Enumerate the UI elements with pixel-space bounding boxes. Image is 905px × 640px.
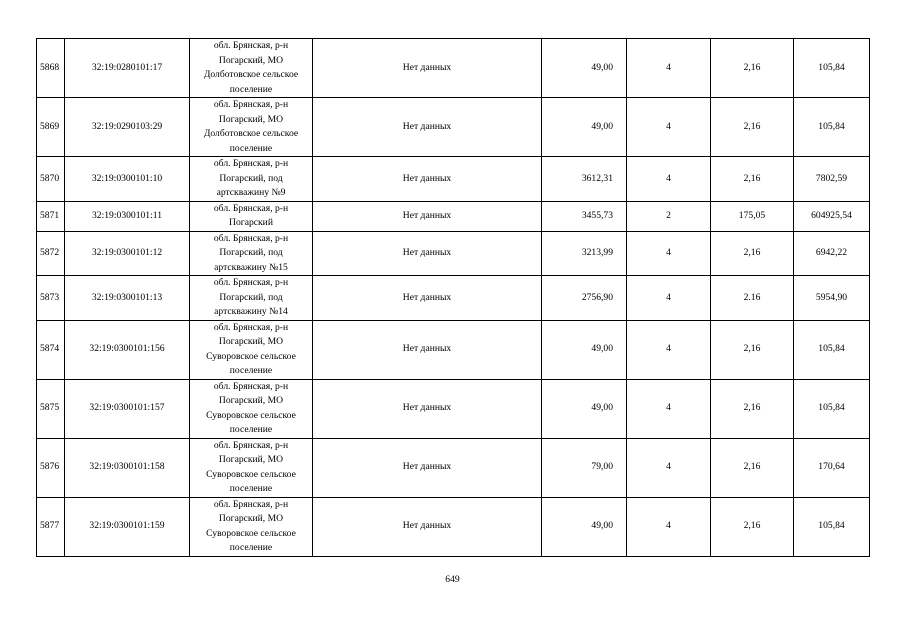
area-value: 49,00	[542, 39, 627, 98]
rate-value: 2,16	[711, 157, 794, 202]
cadastral-number: 32:19:0290103:29	[65, 98, 190, 157]
category: 4	[627, 320, 711, 379]
table-row	[37, 438, 870, 497]
cadastral-number: 32:19:0300101:10	[65, 157, 190, 202]
area-value: 49,00	[542, 497, 627, 556]
address: обл. Брянская, р-н Погарский	[190, 201, 313, 231]
row-number: 5869	[37, 98, 65, 157]
rate-value: 2,16	[711, 438, 794, 497]
address: обл. Брянская, р-н Погарский, МО Суворовское сельское поселение	[190, 320, 313, 379]
rate-value: 2,16	[711, 497, 794, 556]
cadastral-number: 32:19:0300101:159	[65, 497, 190, 556]
cadastral-number: 32:19:0300101:156	[65, 320, 190, 379]
data-status: Нет данных	[313, 231, 542, 276]
data-status: Нет данных	[313, 39, 542, 98]
total-value: 604925,54	[794, 201, 870, 231]
address: обл. Брянская, р-н Погарский, МО Долботовское сельское поселение	[190, 39, 313, 98]
address: обл. Брянская, р-н Погарский, МО Долботовское сельское поселение	[190, 98, 313, 157]
row-number: 5872	[37, 231, 65, 276]
data-status: Нет данных	[313, 438, 542, 497]
category: 4	[627, 438, 711, 497]
category: 4	[627, 39, 711, 98]
data-status: Нет данных	[313, 497, 542, 556]
category: 4	[627, 98, 711, 157]
category: 4	[627, 157, 711, 202]
area-value: 2756,90	[542, 276, 627, 321]
row-number: 5876	[37, 438, 65, 497]
total-value: 6942,22	[794, 231, 870, 276]
rate-value: 2,16	[711, 39, 794, 98]
area-value: 3213,99	[542, 231, 627, 276]
address: обл. Брянская, р-н Погарский, МО Суворовское сельское поселение	[190, 379, 313, 438]
total-value: 105,84	[794, 98, 870, 157]
area-value: 79,00	[542, 438, 627, 497]
table-row	[37, 497, 870, 556]
rate-value: 2,16	[711, 98, 794, 157]
total-value: 105,84	[794, 320, 870, 379]
table-row	[37, 157, 870, 202]
rate-value: 175,05	[711, 201, 794, 231]
category: 4	[627, 497, 711, 556]
category: 2	[627, 201, 711, 231]
address: обл. Брянская, р-н Погарский, МО Суворовское сельское поселение	[190, 497, 313, 556]
cadastral-number: 32:19:0300101:157	[65, 379, 190, 438]
total-value: 7802,59	[794, 157, 870, 202]
data-status: Нет данных	[313, 276, 542, 321]
area-value: 3612,31	[542, 157, 627, 202]
area-value: 49,00	[542, 98, 627, 157]
data-status: Нет данных	[313, 201, 542, 231]
table-row	[37, 39, 870, 98]
address: обл. Брянская, р-н Погарский, под артскважину №15	[190, 231, 313, 276]
data-status: Нет данных	[313, 379, 542, 438]
row-number: 5873	[37, 276, 65, 321]
cadastral-number: 32:19:0300101:158	[65, 438, 190, 497]
table-row	[37, 379, 870, 438]
data-status: Нет данных	[313, 320, 542, 379]
cadastral-number: 32:19:0300101:13	[65, 276, 190, 321]
address: обл. Брянская, р-н Погарский, МО Суворовское сельское поселение	[190, 438, 313, 497]
table-row	[37, 201, 870, 231]
total-value: 105,84	[794, 39, 870, 98]
table-row	[37, 320, 870, 379]
total-value: 105,84	[794, 379, 870, 438]
cadastral-number: 32:19:0280101:17	[65, 39, 190, 98]
total-value: 5954,90	[794, 276, 870, 321]
area-value: 49,00	[542, 379, 627, 438]
data-status: Нет данных	[313, 98, 542, 157]
area-value: 49,00	[542, 320, 627, 379]
category: 4	[627, 379, 711, 438]
table-row	[37, 276, 870, 321]
row-number: 5868	[37, 39, 65, 98]
address: обл. Брянская, р-н Погарский, под артскважину №14	[190, 276, 313, 321]
table-row	[37, 231, 870, 276]
address: обл. Брянская, р-н Погарский, под артскважину №9	[190, 157, 313, 202]
row-number: 5875	[37, 379, 65, 438]
area-value: 3455,73	[542, 201, 627, 231]
row-number: 5874	[37, 320, 65, 379]
rate-value: 2.16	[711, 276, 794, 321]
row-number: 5871	[37, 201, 65, 231]
cadastral-number: 32:19:0300101:11	[65, 201, 190, 231]
parcels-table	[36, 38, 870, 557]
row-number: 5870	[37, 157, 65, 202]
data-status: Нет данных	[313, 157, 542, 202]
rate-value: 2,16	[711, 379, 794, 438]
category: 4	[627, 276, 711, 321]
page-number: 649	[445, 574, 460, 585]
table-row	[37, 98, 870, 157]
rate-value: 2,16	[711, 320, 794, 379]
row-number: 5877	[37, 497, 65, 556]
rate-value: 2,16	[711, 231, 794, 276]
total-value: 105,84	[794, 497, 870, 556]
cadastral-number: 32:19:0300101:12	[65, 231, 190, 276]
total-value: 170,64	[794, 438, 870, 497]
category: 4	[627, 231, 711, 276]
